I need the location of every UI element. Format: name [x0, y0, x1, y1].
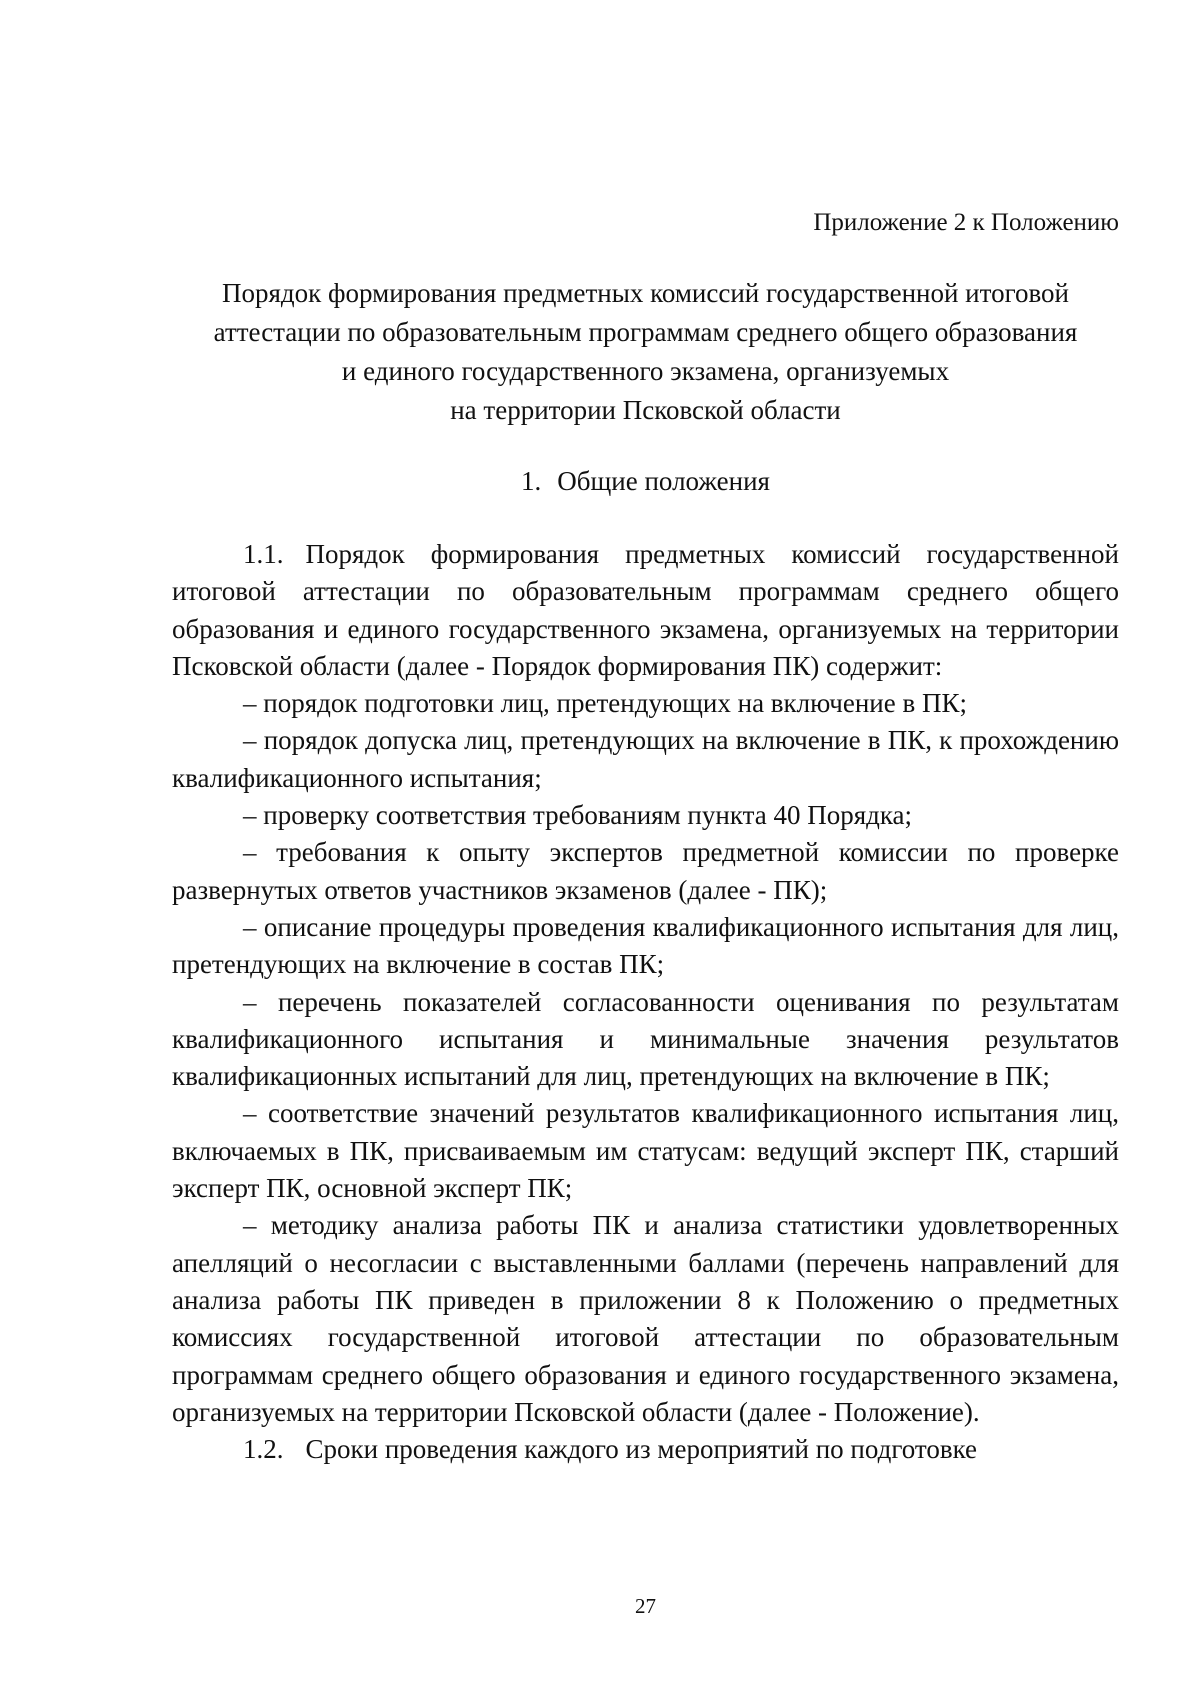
- section-title: Общие положения: [557, 466, 770, 496]
- list-item-text: – проверку соответствия требованиям пункта 40 Порядка;: [243, 800, 913, 831]
- list-item: [172, 797, 1119, 834]
- list-item-text: – методику анализа работы ПК и анализа статистики удовлетворенных апелляций о несогласии с выставленными баллами (перечень направлений для анализа работы ПК приведен в приложении 8 к Положению о предметных комиссиях государственной итоговой аттестации по образовательным программам среднего общего образования и единого государственного экзамена, организуемых на территории Псковской области (далее - Положение).: [172, 1210, 1119, 1427]
- title-line: Порядок формирования предметных комиссий государственной итоговой: [222, 278, 1069, 308]
- list-item-text: – описание процедуры проведения квалификационного испытания для лиц, претендующих на включение в состав ПК;: [172, 911, 1119, 980]
- paragraph: [172, 1431, 1119, 1468]
- paragraph-number: 1.2.: [243, 1434, 284, 1465]
- page-number: 27: [635, 1594, 656, 1618]
- document-page: [172, 0, 1119, 1698]
- list-item-text: – перечень показателей согласованности оценивания по результатам квалификационного испытания и минимальные значения результатов квалификационных испытаний для лиц, претендующих на включение в ПК;: [172, 986, 1119, 1092]
- paragraph-text: Сроки проведения каждого из мероприятий по подготовке: [305, 1434, 977, 1465]
- title-line: и единого государственного экзамена, организуемых: [341, 356, 950, 386]
- paragraph: [172, 536, 1119, 685]
- list-item-text: – соответствие значений результатов квалификационного испытания лиц, включаемых в ПК, присваиваемым им статусам: ведущий эксперт ПК, старший эксперт ПК, основной эксперт ПК;: [172, 1098, 1119, 1204]
- list-item: [172, 722, 1119, 797]
- paragraph-text: Порядок формирования предметных комиссий государственной итоговой аттестации по образовательным программам среднего общего образования и единого государственного экзамена, организуемых на территории Псковской области (далее - Порядок формирования ПК) содержит:: [172, 539, 1119, 681]
- section-heading: [172, 461, 1119, 501]
- appendix-note: Приложение 2 к Положению: [813, 209, 1119, 236]
- list-item: [172, 909, 1119, 984]
- list-item: [172, 834, 1119, 909]
- paragraph-number: 1.1.: [243, 539, 284, 569]
- section-number: 1.: [521, 466, 542, 496]
- title-line: на территории Псковской области: [450, 395, 841, 425]
- list-item: [172, 1207, 1119, 1431]
- list-item-text: – порядок подготовки лиц, претендующих на включение в ПК;: [243, 688, 967, 719]
- list-item-text: – требования к опыту экспертов предметной комиссии по проверке развернутых ответов участников экзаменов (далее - ПК);: [172, 837, 1119, 905]
- title-line: аттестации по образовательным программам среднего общего образования: [213, 317, 1078, 347]
- document-title: [172, 274, 1119, 430]
- list-item-text: – порядок допуска лиц, претендующих на включение в ПК, к прохождению квалификационного испытания;: [172, 725, 1119, 793]
- list-item: [172, 1095, 1119, 1207]
- list-item: [172, 685, 1119, 722]
- document-body: [172, 536, 1119, 1468]
- list-item: [172, 984, 1119, 1096]
